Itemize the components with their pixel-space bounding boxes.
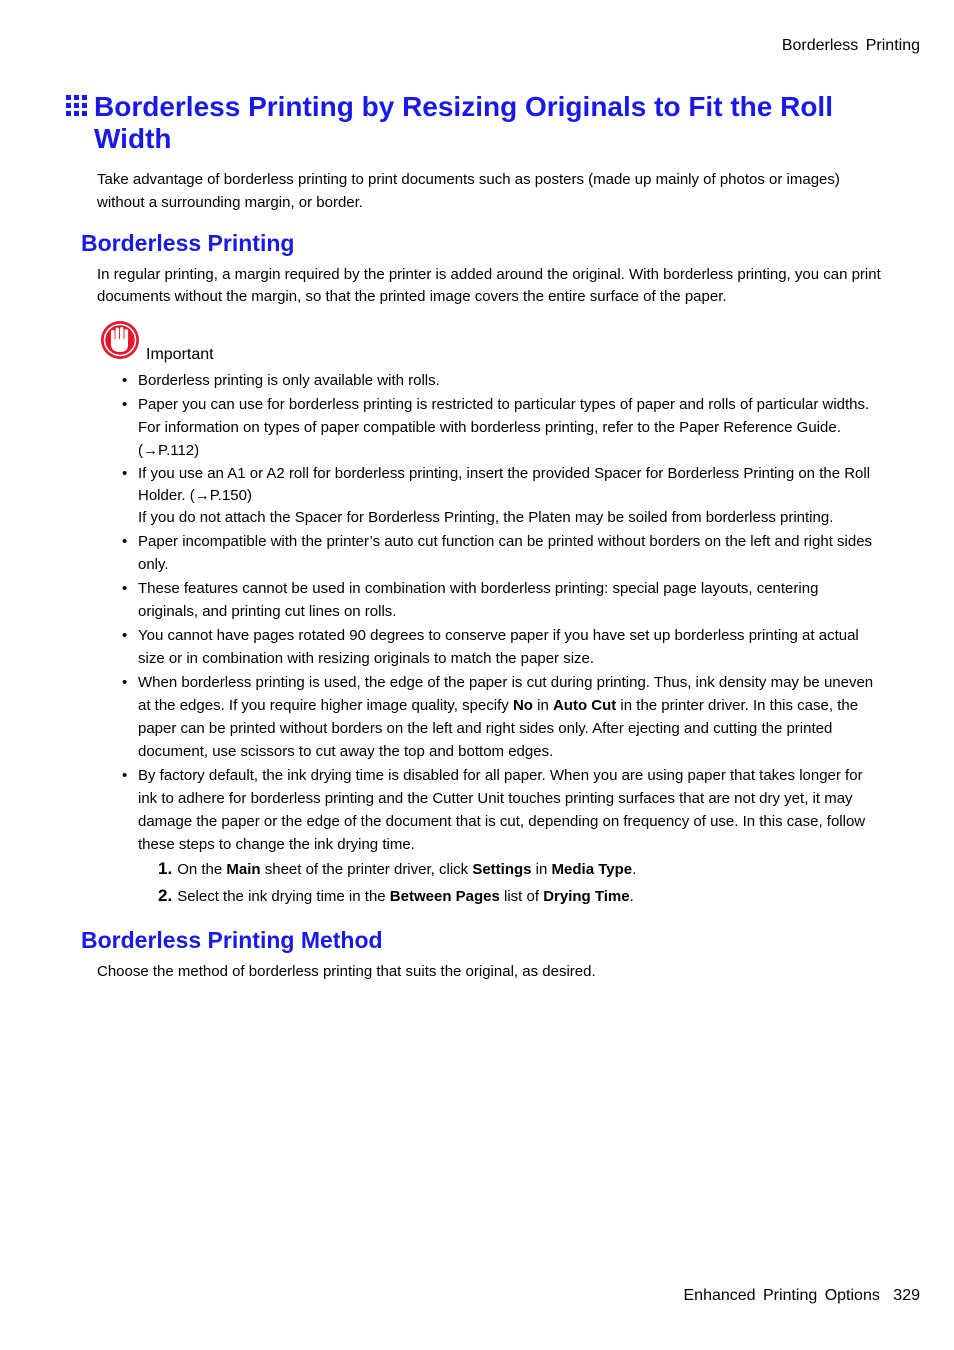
list-item <box>120 463 880 529</box>
bullet: • <box>122 674 128 691</box>
section-body-borderless-printing-method: Choose the method of borderless printing that suits the original, as desired. <box>97 963 596 980</box>
page-footer <box>684 1287 921 1305</box>
ui-term-between-pages: Between Pages <box>389 888 500 905</box>
setting-auto-cut: Auto Cut <box>552 697 617 714</box>
important-label: Important <box>146 346 214 363</box>
section-heading-borderless-printing: Borderless Printing <box>81 230 295 256</box>
bullet: • <box>122 580 128 597</box>
bullet: • <box>122 396 128 413</box>
step-item: 1. On the Main sheet of the printer driver, click Settings in Media Type. <box>158 859 637 878</box>
chapter-intro: Take advantage of borderless printing to print documents such as posters (made up mainly of photos or images) without a surrounding margin, or border. <box>97 171 840 211</box>
list-item <box>120 530 880 576</box>
list-item <box>120 393 880 462</box>
list-item-text: By factory default, the ink drying time is disabled for all paper. When you are using paper that takes longer for ink to adhere for borderless printing and the Cutter Unit touches printing surfaces that are not dry yet, it may damage the paper or the edge of the document that is cut, depending on frequency of use. In this case, follow these steps to change the ink drying time. <box>138 767 866 853</box>
list-item-text: These features cannot be used in combination with borderless printing: special page layouts, centering originals, and printing cut lines on rolls. <box>138 580 819 620</box>
chapter-heading <box>66 91 886 155</box>
step-number: 2. <box>158 886 173 905</box>
steps-list <box>138 856 880 909</box>
list-item-text: When borderless printing is used, the edge of the paper is cut during printing. Thus, ink density may be uneven at the edges. If you require higher image quality, specify No in Auto Cut in the printer driver. In this case, the paper can be printed without borders on the left and right sides only. After ejecting and cutting the printed document, use scissors to cut away the top and bottom edges. <box>138 674 874 760</box>
step-number: 1. <box>158 859 173 878</box>
footer-chapter: Enhanced Printing Options <box>683 1287 880 1304</box>
setting-no: No <box>512 697 533 714</box>
ui-term-main: Main <box>226 861 261 878</box>
bullet: • <box>122 465 128 482</box>
list-item <box>120 369 880 392</box>
section-body-borderless-printing: In regular printing, a margin required by the printer is added around the original. With borderless printing, you can print documents without the margin, so that the printed image covers the entire surface of the paper. <box>97 266 881 305</box>
ui-term-settings: Settings <box>472 861 532 878</box>
list-item-text: Paper incompatible with the printer’s auto cut function can be printed without borders on the left and right sides only. <box>138 533 873 573</box>
page-number: 329 <box>893 1287 920 1304</box>
list-item-text: If you use an A1 or A2 roll for borderless printing, insert the provided Spacer for Borderless Printing on the Roll Holder. (→P.150) <box>138 465 871 504</box>
list-item <box>120 577 880 623</box>
ui-term-media-type: Media Type <box>551 861 633 878</box>
ui-term-drying-time: Drying Time <box>543 888 630 905</box>
list-item-note: If you do not attach the Spacer for Borderless Printing, the Platen may be soiled from borderless printing. <box>138 509 834 526</box>
bullet: • <box>122 372 128 389</box>
important-list <box>120 369 880 910</box>
list-item <box>120 764 880 909</box>
step-item: 2. Select the ink drying time in the Between Pages list of Drying Time. <box>158 886 634 905</box>
page-title: Borderless Printing by Resizing Originals to Fit the Roll Width <box>94 91 833 154</box>
list-item-text: Paper you can use for borderless printing is restricted to particular types of paper and rolls of particular widths. For information on types of paper compatible with borderless printing, refer to the Paper Reference Guide. (→P.112) <box>138 396 870 459</box>
list-item-text: Borderless printing is only available with rolls. <box>138 372 440 389</box>
hand-stop-icon <box>100 320 142 362</box>
bullet: • <box>122 767 128 784</box>
bullet: • <box>122 533 128 550</box>
grid-icon <box>66 95 88 117</box>
running-header: Borderless Printing <box>781 37 920 54</box>
section-heading-borderless-printing-method: Borderless Printing Method <box>81 927 383 953</box>
list-item-text: You cannot have pages rotated 90 degrees to conserve paper if you have set up borderless printing at actual size or in combination with resizing originals to match the paper size. <box>138 627 859 667</box>
list-item <box>120 671 880 763</box>
list-item <box>120 624 880 670</box>
bullet: • <box>122 627 128 644</box>
